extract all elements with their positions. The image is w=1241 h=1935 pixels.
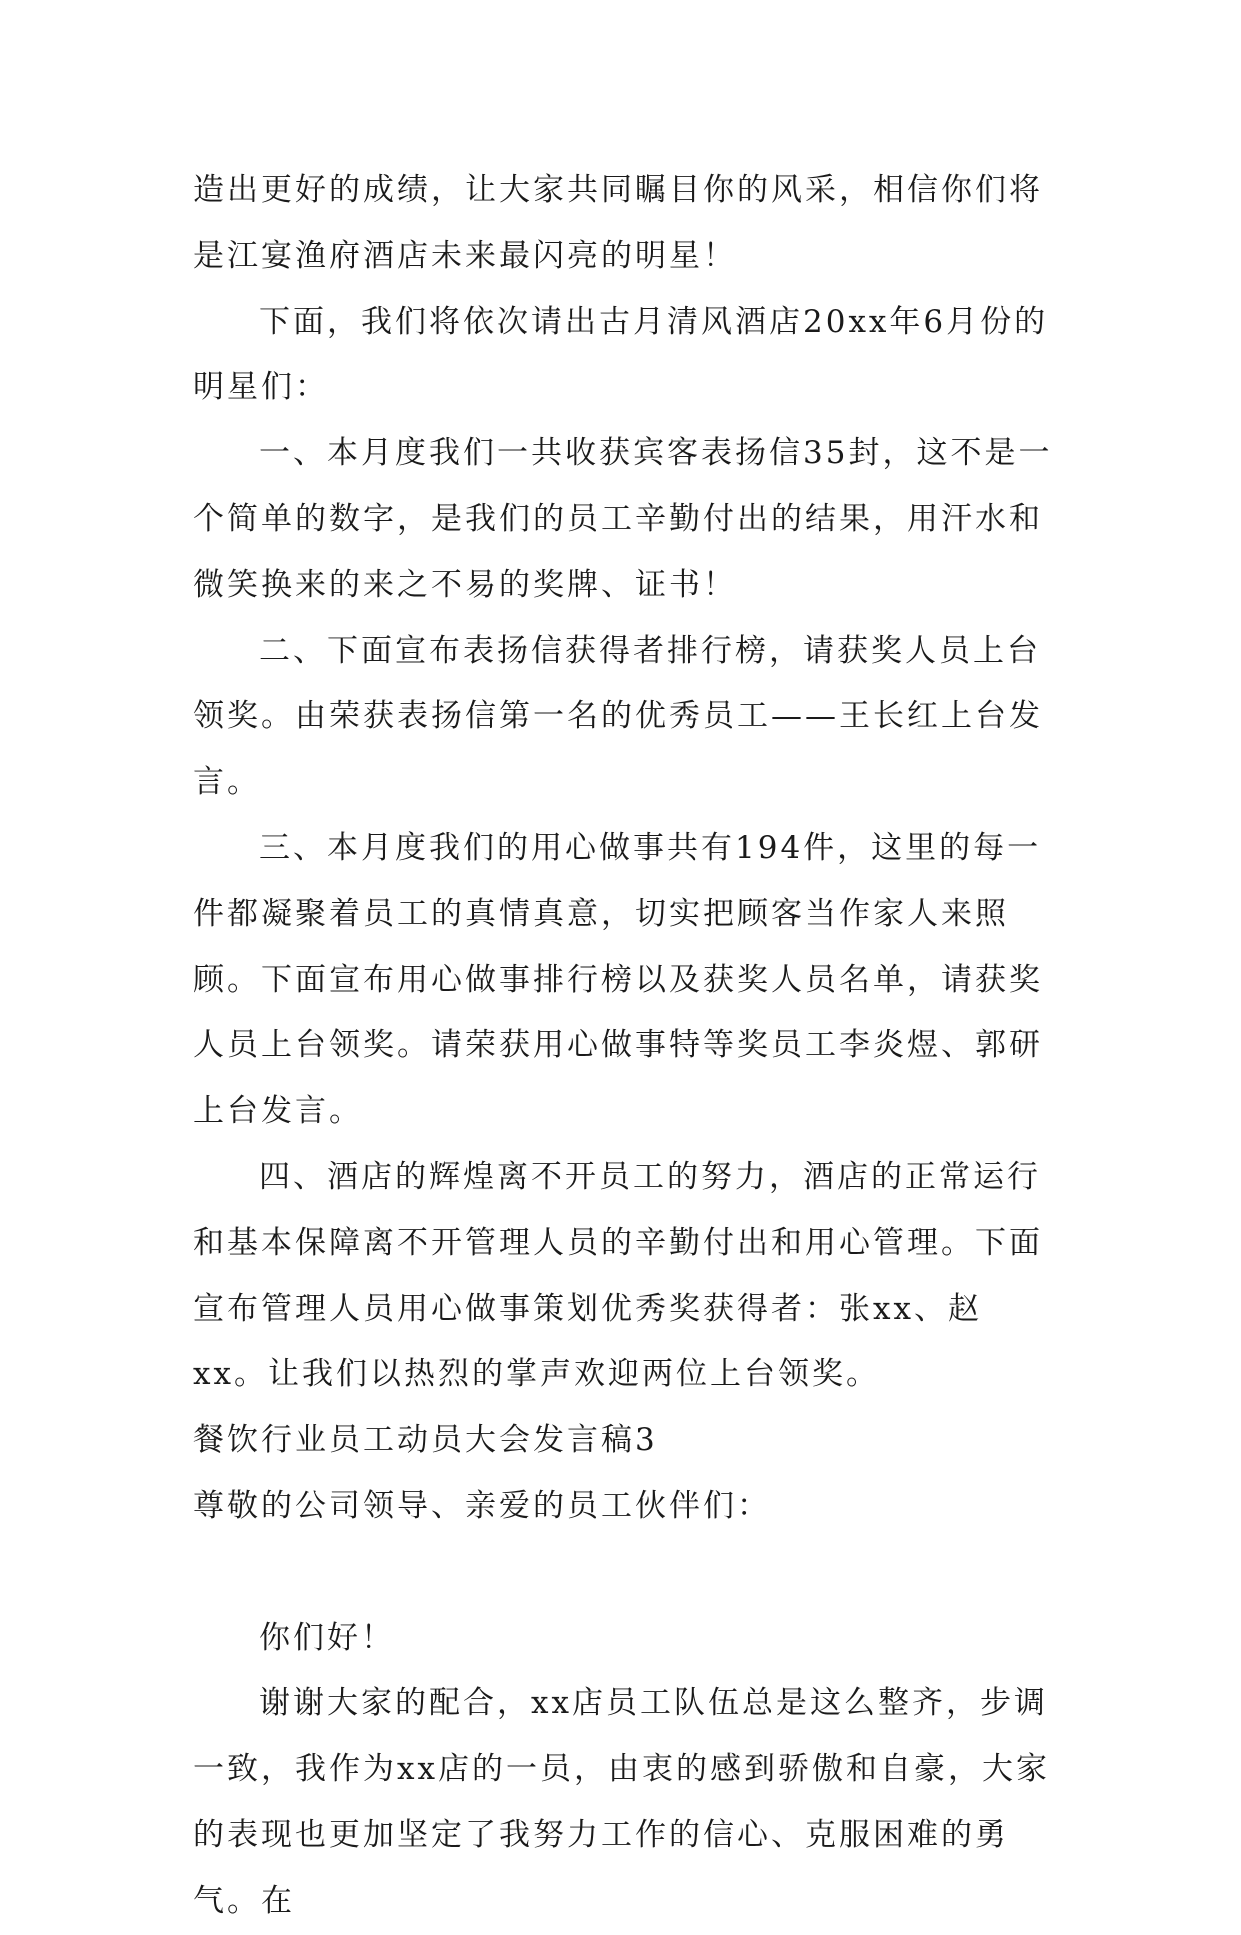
document-body — [193, 158, 1053, 1935]
blank-line — [193, 1540, 1053, 1606]
paragraph-item-4: 四、酒店的辉煌离不开员工的努力，酒店的正常运行和基本保障离不开管理人员的辛勤付出和用心管理。下面宣布管理人员用心做事策划优秀奖获得者：张xx、赵xx。让我们以热烈的掌声欢迎两位上台领奖。 — [193, 1158, 1043, 1393]
paragraph-closing: 谢谢大家的配合，xx店员工队伍总是这么整齐，步调一致，我作为xx店的一员，由衷的感到骄傲和自豪，大家的表现也更加坚定了我努力工作的信心、克服困难的勇气。在 — [193, 1685, 1050, 1919]
paragraph-continuation: 造出更好的成绩，让大家共同瞩目你的风采，相信你们将是江宴渔府酒店未来最闪亮的明星！ — [193, 172, 1043, 274]
salutation: 尊敬的公司领导、亲爱的员工伙伴们： — [193, 1487, 771, 1524]
paragraph-item-3: 三、本月度我们的用心做事共有194件，这里的每一件都凝聚着员工的真情真意，切实把顾客当作家人来照顾。下面宣布用心做事排行榜以及获奖人员名单，请获奖人员上台领奖。请荣获用心做事特等奖员工李炎煜、郭研上台发言。 — [193, 829, 1043, 1130]
section-title: 餐饮行业员工动员大会发言稿3 — [193, 1422, 658, 1459]
greeting: 你们好！ — [259, 1619, 395, 1656]
paragraph-intro: 下面，我们将依次请出古月清风酒店20xx年6月份的明星们： — [193, 303, 1049, 406]
paragraph-item-2: 二、下面宣布表扬信获得者排行榜，请获奖人员上台领奖。由荣获表扬信第一名的优秀员工——王长红上台发言。 — [193, 632, 1043, 801]
paragraph-item-1: 一、本月度我们一共收获宾客表扬信35封，这不是一个简单的数字，是我们的员工辛勤付出的结果，用汗水和微笑换来的来之不易的奖牌、证书！ — [193, 435, 1053, 603]
